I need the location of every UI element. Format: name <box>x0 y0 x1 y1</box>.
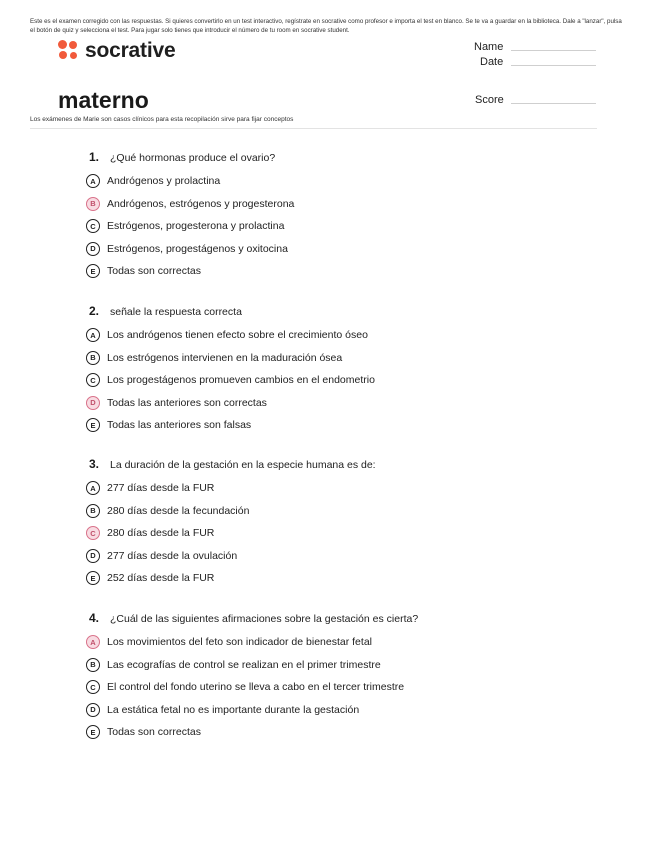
correct-answer-letter-icon: C <box>86 526 100 540</box>
question-header <box>86 304 606 324</box>
answer-letter-icon: B <box>86 658 100 672</box>
answer-letter-icon: D <box>86 703 100 717</box>
answer-letter-icon: D <box>86 549 100 563</box>
header-divider <box>30 128 597 129</box>
answer-option <box>86 170 606 193</box>
question-number: 1. <box>89 150 100 164</box>
date-label: Date <box>480 56 504 68</box>
answer-letter-icon: C <box>86 373 100 387</box>
question-number: 2. <box>89 304 100 318</box>
question-4 <box>86 611 606 744</box>
question-text: ¿Cuál de las siguientes afirmaciones sobre la gestación es cierta? <box>110 613 419 625</box>
answer-option <box>86 392 606 415</box>
name-line <box>511 50 596 51</box>
answer-text: Todas son correctas <box>107 726 201 739</box>
answer-text: El control del fondo uterino se lleva a cabo en el tercer trimestre <box>107 681 405 694</box>
answer-letter-icon: A <box>86 328 100 342</box>
answer-option <box>86 369 606 392</box>
name-label: Name <box>474 41 504 53</box>
answer-text: 280 días desde la fecundación <box>107 504 250 517</box>
question-text: señale la respuesta correcta <box>110 306 242 318</box>
correct-answer-letter-icon: B <box>86 197 100 211</box>
answer-text: Las ecografías de control se realizan en el primer trimestre <box>107 658 381 671</box>
answer-text: 277 días desde la ovulación <box>107 549 238 562</box>
page-title: materno <box>58 87 149 113</box>
answer-option <box>86 522 606 545</box>
answer-text: Los andrógenos tienen efecto sobre el crecimiento óseo <box>107 329 368 342</box>
answer-letter-icon: A <box>86 481 100 495</box>
answer-option <box>86 631 606 654</box>
question-2 <box>86 304 606 437</box>
answer-text: Andrógenos y prolactina <box>107 175 221 188</box>
question-text: ¿Qué hormonas produce el ovario? <box>110 152 276 164</box>
answer-letter-icon: B <box>86 351 100 365</box>
answer-text: 280 días desde la FUR <box>107 527 215 540</box>
answer-text: 252 días desde la FUR <box>107 572 215 585</box>
score-line <box>511 103 596 104</box>
answer-option <box>86 676 606 699</box>
socrative-logo-icon <box>58 40 80 62</box>
answer-letter-icon: C <box>86 219 100 233</box>
answer-option <box>86 477 606 500</box>
correct-answer-letter-icon: A <box>86 635 100 649</box>
brand-name: socrative <box>85 39 176 62</box>
question-header <box>86 150 606 170</box>
answer-option <box>86 721 606 744</box>
answer-text: Estrógenos, progesterona y prolactina <box>107 220 285 233</box>
answer-option <box>86 347 606 370</box>
date-line <box>511 65 596 66</box>
answer-text: Todas las anteriores son falsas <box>107 419 252 432</box>
answer-text: Todas son correctas <box>107 265 201 278</box>
answer-letter-icon: E <box>86 418 100 432</box>
question-1 <box>86 150 606 283</box>
question-number: 3. <box>89 457 100 471</box>
question-3 <box>86 457 606 590</box>
answer-option <box>86 193 606 216</box>
answer-letter-icon: E <box>86 264 100 278</box>
answer-option <box>86 238 606 261</box>
question-header <box>86 457 606 477</box>
answer-text: Los movimientos del feto son indicador de bienestar fetal <box>107 636 372 649</box>
answer-option <box>86 215 606 238</box>
instructions-note: Este es el examen corregido con las respuestas. Si quieres convertirlo en un test interactivo, regístrate en socrative como profesor e importa el test en blanco. Se te va a guardar en la biblioteca. Dale a "lanzar", pulsa el botón de quiz y selecciona el test. Para jugar solo tienes que introducir el número de tu room en socrative student. <box>30 18 622 34</box>
answer-text: Los estrógenos intervienen en la maduración ósea <box>107 351 343 364</box>
answer-text: La estática fetal no es importante durante la gestación <box>107 703 360 716</box>
answer-option <box>86 260 606 283</box>
question-text: La duración de la gestación en la especie humana es de: <box>110 459 376 471</box>
page-subtitle: Los exámenes de Marie son casos clínicos para esta recopilación sirve para fijar conceptos <box>30 116 294 123</box>
answer-option <box>86 545 606 568</box>
answer-option <box>86 567 606 590</box>
question-header <box>86 611 606 631</box>
question-number: 4. <box>89 611 100 625</box>
answer-option <box>86 654 606 677</box>
answer-text: Andrógenos, estrógenos y progesterona <box>107 197 295 210</box>
score-label: Score <box>475 94 504 106</box>
answer-letter-icon: E <box>86 725 100 739</box>
answer-text: Todas las anteriores son correctas <box>107 396 267 409</box>
correct-answer-letter-icon: D <box>86 396 100 410</box>
answer-letter-icon: B <box>86 504 100 518</box>
answer-option <box>86 699 606 722</box>
answer-letter-icon: D <box>86 242 100 256</box>
answer-letter-icon: A <box>86 174 100 188</box>
answer-letter-icon: C <box>86 680 100 694</box>
answer-option <box>86 324 606 347</box>
answer-option <box>86 500 606 523</box>
socrative-logo <box>58 39 175 63</box>
answer-text: Los progestágenos promueven cambios en el endometrio <box>107 374 375 387</box>
answer-letter-icon: E <box>86 571 100 585</box>
answer-option <box>86 414 606 437</box>
answer-text: Estrógenos, progestágenos y oxitocina <box>107 242 288 255</box>
answer-text: 277 días desde la FUR <box>107 482 215 495</box>
